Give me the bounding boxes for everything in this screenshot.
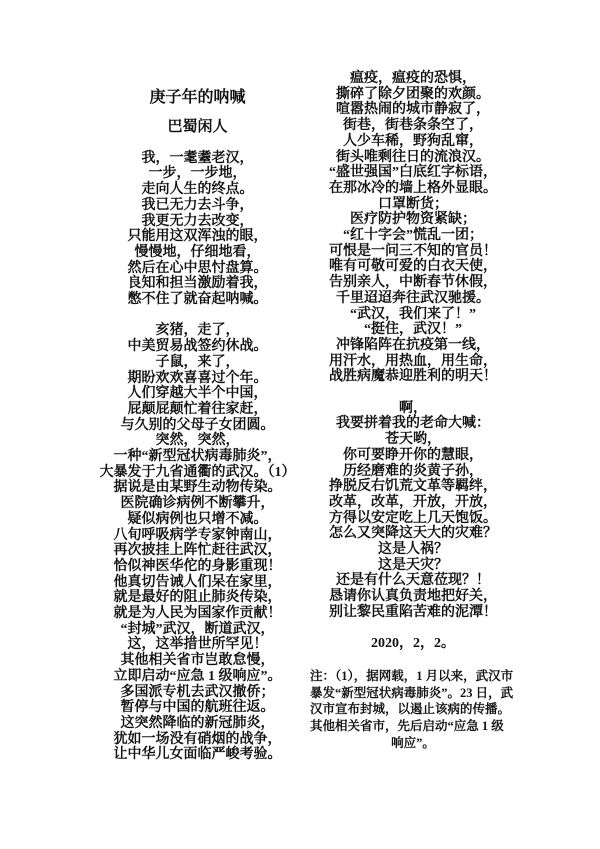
poem-line: 用汗水，用热血，用生命， [329, 353, 497, 369]
poem-line: 瘟疫，瘟疫的恐惧， [350, 71, 476, 86]
poem-line: “红十字会”慌乱一团； [343, 228, 483, 244]
poem-line: 走向人生的终点。 [141, 182, 254, 198]
poem-line: 汉市宣布封城，以遏止该病的传播。 [310, 702, 511, 717]
poem-line: 挣脱反右饥荒文革等羁绊， [329, 479, 497, 495]
stanza-2 [60, 323, 335, 763]
stanza-1 [60, 151, 335, 308]
poem-line: 中美贸易战签约休战。 [127, 339, 268, 355]
poem-line: 这是人祸？ [378, 542, 448, 558]
poem-line: 医疗防护物资紧缺； [350, 212, 476, 228]
poem-line: 只能用这双浑浊的眼， [127, 229, 268, 245]
poem-line: 让中华儿女面临严峻考验。 [113, 747, 282, 763]
poem-line: 突然，突然， [155, 433, 240, 449]
poem-line: 据说是由某野生动物传染。 [113, 480, 282, 496]
poem-line: 人们穿越大半个中国， [127, 386, 268, 402]
right-column [310, 71, 516, 752]
poem-line: 方得以安定吃上几天饱饭。 [329, 510, 497, 526]
poem-line: 苍天哟， [385, 432, 441, 448]
poem-line: 就是最好的阻止肺炎传染， [113, 590, 282, 606]
poem-line: 战胜病魔恭迎胜利的明天！ [329, 369, 497, 385]
poem-line: “武汉，我们来了！” [350, 306, 476, 322]
poem-line: 恳请你认真负责地把好关， [329, 589, 497, 605]
poem-line: “挺住，武汉！” [364, 322, 462, 338]
poem-line: 改革，改革，开放，开放， [329, 494, 497, 510]
poem-line: 在那冰冷的墙上格外显眼。 [329, 180, 497, 196]
poem-line: 我已无力去斗争， [141, 197, 254, 213]
poem-line: 唯有可敬可爱的白衣天使， [329, 259, 497, 275]
poem-line: 子鼠，来了， [155, 354, 240, 370]
poem-line: “盛世强国”白底红字标语， [329, 165, 497, 181]
poem-line: 怎么又突降这天大的灾难？ [329, 526, 497, 542]
poem-line: 响应”。 [391, 735, 435, 750]
stanza-4 [310, 401, 516, 621]
poem-line: 疑似病例也只增不减。 [127, 511, 268, 527]
poem-line: 这突然降临的新冠肺炎， [120, 716, 275, 731]
poem-line: 冲锋陷阵在抗疫第一线， [336, 337, 490, 353]
poem-line: 亥猪，走了， [155, 323, 240, 339]
poem-line: 恰似神医华佗的身影重现！ [113, 558, 282, 574]
poem-line: 可恨是一问三不知的官员！ [329, 243, 497, 259]
poem-line: 大暴发于九省通衢的武汉。（1） [99, 464, 296, 480]
poem-line: 其他相关省市，先后启动“应急 1 级 [310, 719, 504, 734]
poem-line: 一步，一步地， [148, 166, 247, 182]
poem-line: 别让黎民重陷苦难的泥潭！ [329, 604, 497, 620]
poem-line: 其他相关省市岂敢怠慢， [120, 653, 275, 669]
poem-line: 你可要睁开你的慧眼， [343, 447, 483, 463]
poem-line: 人少车稀，野狗乱窜， [343, 133, 483, 149]
poem-line: 再次披挂上阵忙赶往武汉， [113, 543, 282, 559]
poem-line: 憋不住了就奋起呐喊。 [127, 292, 268, 308]
poem-title: 庚子年的呐喊 [149, 89, 246, 106]
poem-line: 医院确诊病例不断攀升， [120, 496, 275, 512]
poem-line: 与久别的父母子女团圆。 [120, 417, 275, 433]
poem-line: 暂停与中国的航班往返。 [120, 700, 275, 716]
poem-line: 慢慢地，仔细地看， [134, 244, 261, 260]
poem-line: 我更无力去改变， [141, 213, 254, 229]
poem-author: 巴蜀闲人 [167, 119, 228, 135]
poem-line: 屁颠屁颠忙着往家赶， [127, 401, 268, 417]
poem-line: 这是天灾？ [378, 557, 448, 573]
poem-date: 2020，2，2。 [371, 636, 455, 652]
poem-line: 街头唯剩往日的流浪汉。 [336, 149, 490, 165]
poem-line: 立即启动“应急 1 级响应”。 [113, 668, 282, 684]
poem-line: 这，这举措世所罕见！ [127, 637, 268, 653]
poem-line: 八旬呼吸病学专家钟南山， [113, 527, 282, 543]
poem-line: 告别亲人，中断春节休假， [329, 275, 497, 291]
poem-line: 口罩断货； [378, 196, 448, 212]
poem-line: 犹如一场没有硝烟的战争， [113, 731, 282, 747]
poem-line: 啊， [399, 400, 427, 416]
poem-line: 千里迢迢奔往武汉驰援。 [336, 290, 490, 306]
poem-line: 还是有什么天意莅现？！ [336, 573, 490, 589]
poem-line: 良知和担当激励着我， [127, 276, 268, 292]
poem-line: 暴发“新型冠状病毒肺炎”。23 日，武 [310, 685, 514, 700]
stanza-3 [310, 71, 516, 385]
poem-line: 期盼欢欢喜喜过个年。 [127, 370, 268, 386]
poem-line: 历经磨难的炎黄子孙， [343, 463, 483, 479]
poem-line: 街巷，街巷条条空了， [343, 118, 483, 134]
left-column [60, 90, 335, 779]
footnote [310, 668, 516, 752]
poem-line: 喧嚣热闹的城市静寂了， [336, 102, 490, 118]
poem-line: 多国派专机去武汉撤侨； [120, 684, 275, 700]
poem-line: 撕碎了除夕团聚的欢颜。 [336, 86, 490, 102]
poem-line: 就是为人民为国家作贡献！ [113, 606, 282, 622]
poem-line: “封城”武汉，断道武汉， [120, 621, 275, 637]
poem-line: 然后在心中思忖盘算。 [127, 260, 268, 276]
poem-line: 一种“新型冠状病毒肺炎”， [113, 449, 282, 465]
poem-line: 注：（1），据网载，1 月以来，武汉市 [310, 668, 514, 683]
poem-line: 我要拼着我的老命大喊： [336, 416, 490, 432]
poem-line: 我，一耄耋老汉， [141, 150, 254, 166]
poem-line: 他真切告诫人们呆在家里， [113, 574, 282, 590]
